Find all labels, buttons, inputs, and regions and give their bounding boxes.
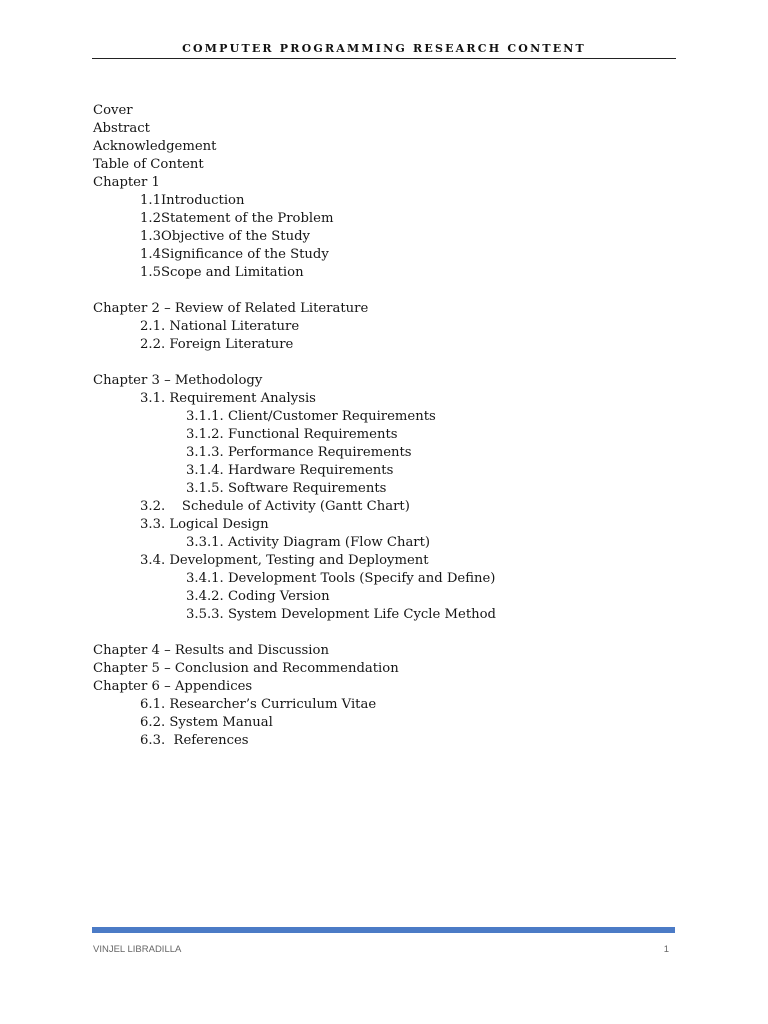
toc-item-3-4-2: 3.4.2. Coding Version	[186, 589, 330, 604]
toc-item-6-3: 6.3. References	[140, 733, 249, 748]
toc-item-1-4: 1.4Significance of the Study	[140, 247, 329, 262]
chapter-5-heading: Chapter 5 – Conclusion and Recommendation	[93, 661, 399, 676]
toc-item-3-3-1: 3.3.1. Activity Diagram (Flow Chart)	[186, 535, 431, 550]
toc-item-1-3: 1.3Objective of the Study	[140, 229, 310, 244]
toc-item-3-1-1: 3.1.1. Client/Customer Requirements	[186, 409, 436, 424]
toc-item-3-4: 3.4. Development, Testing and Deployment	[140, 553, 429, 568]
toc-item-3-1-4: 3.1.4. Hardware Requirements	[186, 463, 394, 478]
toc-abstract: Abstract	[93, 121, 150, 136]
spacer	[93, 354, 683, 372]
toc-item-3-4-1: 3.4.1. Development Tools (Specify and Define)	[186, 571, 496, 586]
chapter-2-heading: Chapter 2 – Review of Related Literature	[93, 301, 369, 316]
chapter-6-heading: Chapter 6 – Appendices	[93, 679, 253, 694]
toc-item-6-1: 6.1. Researcher’s Curriculum Vitae	[140, 697, 377, 712]
toc-item-1-1: 1.1Introduction	[140, 193, 245, 208]
page-number: 1	[663, 944, 669, 955]
header-rule	[92, 58, 676, 59]
footer-author: VINJEL LIBRADILLA	[93, 944, 182, 955]
toc-item-3-1-5: 3.1.5. Software Requirements	[186, 481, 387, 496]
chapter-3-heading: Chapter 3 – Methodology	[93, 373, 263, 388]
toc-item-2-2: 2.2. Foreign Literature	[140, 337, 294, 352]
chapter-1-heading: Chapter 1	[93, 175, 160, 190]
toc-acknowledgement: Acknowledgement	[93, 139, 217, 154]
table-of-contents	[93, 102, 683, 750]
toc-item-3-2: 3.2. Schedule of Activity (Gantt Chart)	[140, 499, 410, 514]
toc-item-3-1-3: 3.1.3. Performance Requirements	[186, 445, 412, 460]
chapter-4-heading: Chapter 4 – Results and Discussion	[93, 643, 329, 658]
footer-bar	[92, 927, 675, 933]
toc-item-1-5: 1.5Scope and Limitation	[140, 265, 304, 280]
toc-item-2-1: 2.1. National Literature	[140, 319, 300, 334]
toc-table-of-content: Table of Content	[93, 157, 204, 172]
running-header-title: COMPUTER PROGRAMMING RESEARCH CONTENT	[182, 42, 586, 55]
spacer	[93, 282, 683, 300]
toc-item-6-2: 6.2. System Manual	[140, 715, 273, 730]
toc-item-3-1: 3.1. Requirement Analysis	[140, 391, 316, 406]
toc-item-3-1-2: 3.1.2. Functional Requirements	[186, 427, 398, 442]
toc-cover: Cover	[93, 103, 133, 118]
toc-item-1-2: 1.2Statement of the Problem	[140, 211, 334, 226]
toc-item-3-3: 3.3. Logical Design	[140, 517, 269, 532]
toc-item-3-5-3: 3.5.3. System Development Life Cycle Method	[186, 607, 496, 622]
spacer	[93, 624, 683, 642]
